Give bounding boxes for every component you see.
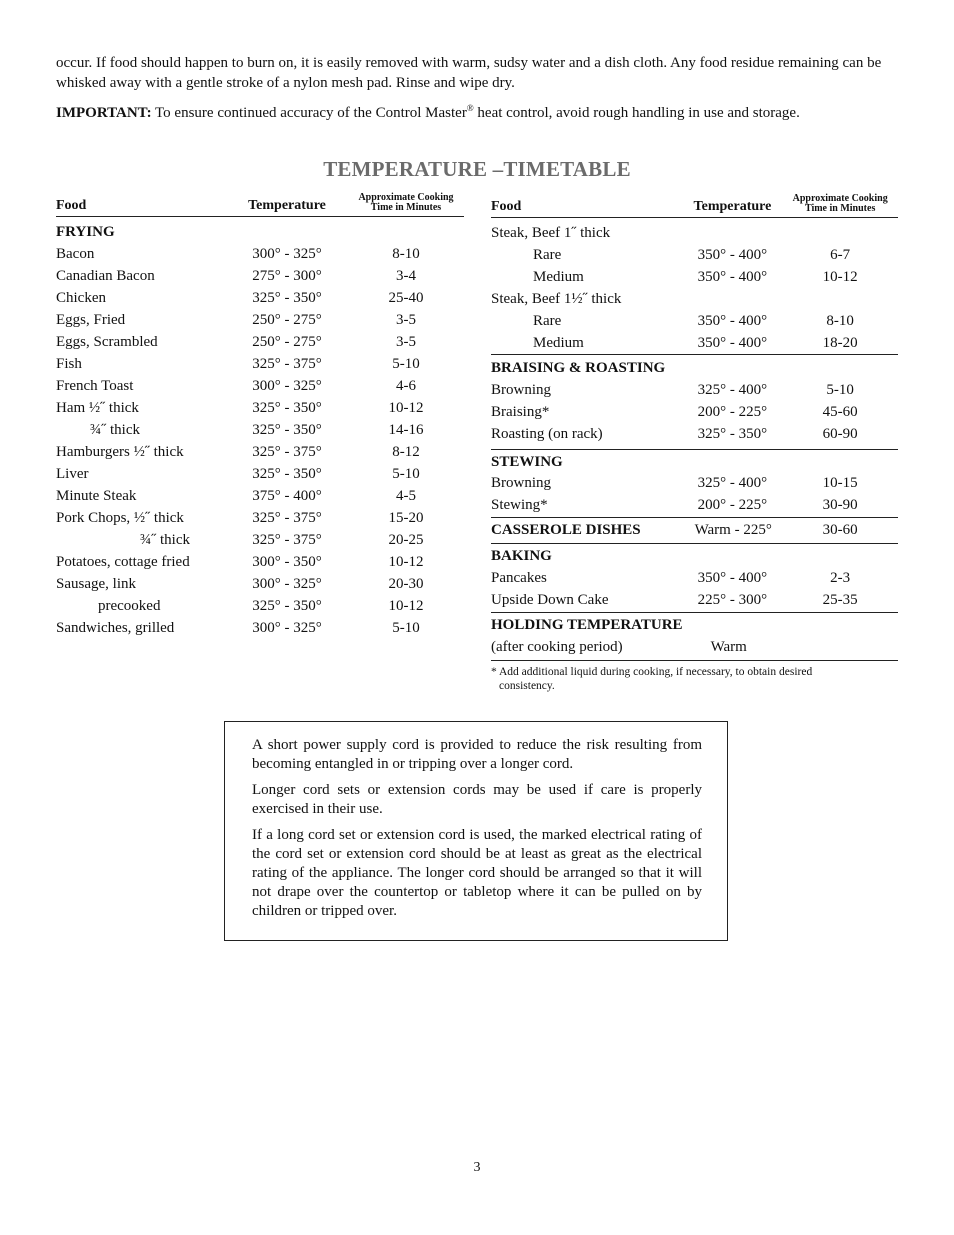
table-row: [56, 353, 464, 375]
food-cell: (after cooking period): [491, 636, 683, 661]
temp-cell: 325° - 375°: [252, 532, 322, 548]
section-braising: BRAISING & ROASTING: [491, 360, 666, 376]
time-cell: 10-12: [388, 400, 424, 416]
food-cell: French Toast: [56, 378, 134, 394]
temp-cell: 325° - 375°: [252, 510, 322, 526]
time-cell: 10-12: [388, 554, 424, 570]
food-cell: Browning: [491, 382, 551, 398]
temp-cell: 325° - 400°: [697, 382, 768, 398]
header-time: [348, 193, 464, 217]
food-cell: Pancakes: [491, 570, 547, 586]
food-cell: Bacon: [56, 246, 95, 262]
time-cell: 10-12: [822, 269, 858, 285]
time-cell: 5-10: [392, 466, 420, 482]
time-cell: 30-60: [782, 518, 898, 544]
section-stewing: STEWING: [491, 454, 563, 470]
page-number: 3: [473, 1160, 481, 1175]
food-cell: ¾˝ thick: [140, 532, 190, 548]
footnote-line1: * Add additional liquid during cooking, if necessary, to obtain desired: [491, 666, 813, 678]
header-time: [782, 194, 898, 218]
time-cell: 25-35: [782, 589, 898, 613]
cord-safety-box: [224, 721, 728, 941]
steak-1in-label: Steak, Beef 1˝ thick: [491, 225, 611, 241]
important-note: [56, 98, 906, 123]
food-cell: Upside Down Cake: [491, 589, 683, 613]
food-cell: Sandwiches, grilled: [56, 620, 175, 636]
time-cell: 25-40: [388, 290, 424, 306]
food-cell: Ham ½˝ thick: [56, 400, 139, 416]
food-cell: Minute Steak: [56, 488, 137, 504]
food-cell: Eggs, Fried: [56, 312, 126, 328]
time-cell: 2-3: [830, 570, 851, 586]
table-row: [56, 529, 464, 551]
table-row: [56, 309, 464, 331]
temp-cell: 325° - 350°: [252, 598, 322, 614]
food-cell: Stewing*: [491, 494, 683, 518]
food-cell: Pork Chops, ½˝ thick: [56, 510, 184, 526]
food-cell: Medium: [533, 269, 584, 285]
temp-cell: 275° - 300°: [252, 268, 322, 284]
temp-cell: 300° - 325°: [252, 576, 322, 592]
temp-cell: 325° - 375°: [252, 444, 322, 460]
table-row: [491, 472, 898, 494]
food-cell: Eggs, Scrambled: [56, 334, 158, 350]
frying-table: [56, 193, 464, 639]
food-cell: Rare: [533, 247, 562, 263]
registered-mark: ®: [466, 103, 474, 113]
table-row: [56, 397, 464, 419]
time-cell: 4-5: [396, 488, 416, 504]
header-time-line2: Time in Minutes: [370, 202, 442, 213]
time-cell: 10-12: [388, 598, 424, 614]
roasting-table: [491, 194, 898, 661]
time-cell: 60-90: [782, 423, 898, 450]
temp-cell: 350° - 400°: [683, 332, 783, 355]
table-row: [56, 573, 464, 595]
food-cell: Browning: [491, 475, 551, 491]
temp-cell: 325° - 350°: [252, 466, 322, 482]
table-header-row: [56, 193, 464, 217]
time-cell: 5-10: [826, 382, 854, 398]
header-time-line1: Approximate Cooking: [358, 192, 454, 203]
table-row: [56, 617, 464, 639]
cord-paragraph-1: A short power supply cord is provided to reduce the risk resulting from becoming entangled in or tripping over a longer cord.: [252, 737, 702, 772]
section-holding: HOLDING TEMPERATURE: [491, 617, 683, 633]
header-time-line2: Time in Minutes: [804, 203, 876, 214]
temp-cell: 250° - 275°: [252, 334, 322, 350]
temp-cell: 300° - 350°: [252, 554, 322, 570]
temp-cell: 300° - 325°: [252, 246, 322, 262]
time-cell: 3-5: [396, 312, 416, 328]
food-cell: Liver: [56, 466, 89, 482]
food-cell: Potatoes, cottage fried: [56, 554, 190, 570]
table-row: [491, 567, 898, 589]
table-row: [491, 423, 898, 450]
table-row: [56, 287, 464, 309]
important-text-a: To ensure continued accuracy of the Control Master: [151, 105, 467, 121]
section-frying: FRYING: [56, 224, 115, 240]
table-row: [56, 375, 464, 397]
food-cell: Chicken: [56, 290, 106, 306]
time-cell: 18-20: [782, 332, 898, 355]
time-cell: 20-25: [388, 532, 424, 548]
time-cell: 4-6: [396, 378, 416, 394]
time-cell: 14-16: [388, 422, 424, 438]
table-header-row: [491, 194, 898, 218]
table-row: [491, 244, 898, 266]
time-cell: 30-90: [782, 494, 898, 518]
table-row: [56, 441, 464, 463]
table-row: [56, 419, 464, 441]
table-row: [491, 379, 898, 401]
temp-cell: Warm: [683, 636, 783, 661]
temp-cell: 350° - 400°: [697, 570, 768, 586]
page-title: TEMPERATURE –TIMETABLE: [323, 157, 631, 181]
time-cell: 3-4: [396, 268, 416, 284]
table-row: [491, 494, 898, 518]
time-cell: 8-10: [392, 246, 420, 262]
header-food: Food: [56, 193, 226, 217]
temp-cell: Warm - 225°: [683, 518, 783, 544]
intro-paragraph: occur. If food should happen to burn on, it is easily removed with warm, sudsy water and a dish cloth. Any food residue remaining can be whisked away with a gentle stroke of a nylon mesh pad. Rinse and wipe dry.: [56, 55, 882, 91]
food-cell: Roasting (on rack): [491, 423, 683, 450]
important-label: IMPORTANT:: [56, 105, 152, 121]
time-cell: 6-7: [830, 247, 851, 263]
temp-cell: 350° - 400°: [697, 313, 768, 329]
table-row: [56, 595, 464, 617]
temp-cell: 225° - 300°: [683, 589, 783, 613]
food-cell: Sausage, link: [56, 576, 136, 592]
food-cell: Fish: [56, 356, 82, 372]
temp-cell: 325° - 350°: [252, 400, 322, 416]
temp-cell: 325° - 350°: [252, 290, 322, 306]
table-row: [56, 463, 464, 485]
temp-cell: 300° - 325°: [252, 620, 322, 636]
temp-cell: 325° - 350°: [252, 422, 322, 438]
table-row: [491, 636, 898, 661]
table-row: [56, 243, 464, 265]
table-row: [56, 485, 464, 507]
table-row: [491, 401, 898, 423]
time-cell: 8-10: [826, 313, 854, 329]
time-cell: 5-10: [392, 620, 420, 636]
important-text-b: heat control, avoid rough handling in use and storage.: [473, 105, 800, 121]
temp-cell: 350° - 400°: [697, 247, 768, 263]
temp-cell: 325° - 350°: [683, 423, 783, 450]
header-food: Food: [491, 194, 683, 218]
header-temperature: Temperature: [683, 194, 783, 218]
time-cell: 20-30: [388, 576, 424, 592]
food-cell: precooked: [98, 598, 161, 614]
cord-paragraph-2: Longer cord sets or extension cords may be used if care is properly exercised in their use.: [252, 782, 702, 817]
steak-1-5in-label: Steak, Beef 1½˝ thick: [491, 291, 622, 307]
table-row: [56, 265, 464, 287]
table-row: [491, 518, 898, 544]
temp-cell: 325° - 375°: [252, 356, 322, 372]
food-cell: Braising*: [491, 404, 550, 420]
temp-cell: 325° - 400°: [697, 475, 768, 491]
footnote-line2: consistency.: [499, 680, 555, 692]
time-cell: 45-60: [822, 404, 858, 420]
food-cell: Canadian Bacon: [56, 268, 155, 284]
table-row: [56, 551, 464, 573]
table-row: [56, 331, 464, 353]
table-row: [491, 589, 898, 613]
time-cell: 5-10: [392, 356, 420, 372]
food-cell: Medium: [491, 332, 683, 355]
temp-cell: 250° - 275°: [252, 312, 322, 328]
time-cell: 10-15: [822, 475, 858, 491]
section-baking: BAKING: [491, 548, 552, 564]
food-cell: Hamburgers ½˝ thick: [56, 444, 184, 460]
temp-cell: 200° - 225°: [683, 494, 783, 518]
temp-cell: 200° - 225°: [697, 404, 768, 420]
section-casserole: CASSEROLE DISHES: [491, 518, 683, 544]
table-row: [491, 332, 898, 355]
header-time-line1: Approximate Cooking: [792, 193, 888, 204]
temp-cell: 375° - 400°: [252, 488, 322, 504]
cord-paragraph-3: If a long cord set or extension cord is used, the marked electrical rating of the cord set or extension cord should be at least as great as the electrical rating of the appliance. The longer cord should be arranged so that it will not drape over the countertop or tabletop where it can be pulled on by children or tripped over.: [252, 827, 702, 919]
temp-cell: 300° - 325°: [252, 378, 322, 394]
footnote: [491, 665, 861, 693]
table-row: [491, 266, 898, 288]
temp-cell: 350° - 400°: [697, 269, 768, 285]
table-row: [56, 507, 464, 529]
food-cell: Rare: [533, 313, 562, 329]
time-cell: 3-5: [396, 334, 416, 350]
time-cell: 15-20: [388, 510, 424, 526]
food-cell: ¾˝ thick: [90, 422, 140, 438]
time-cell: 8-12: [392, 444, 420, 460]
header-temperature: Temperature: [226, 193, 348, 217]
table-row: [491, 310, 898, 332]
